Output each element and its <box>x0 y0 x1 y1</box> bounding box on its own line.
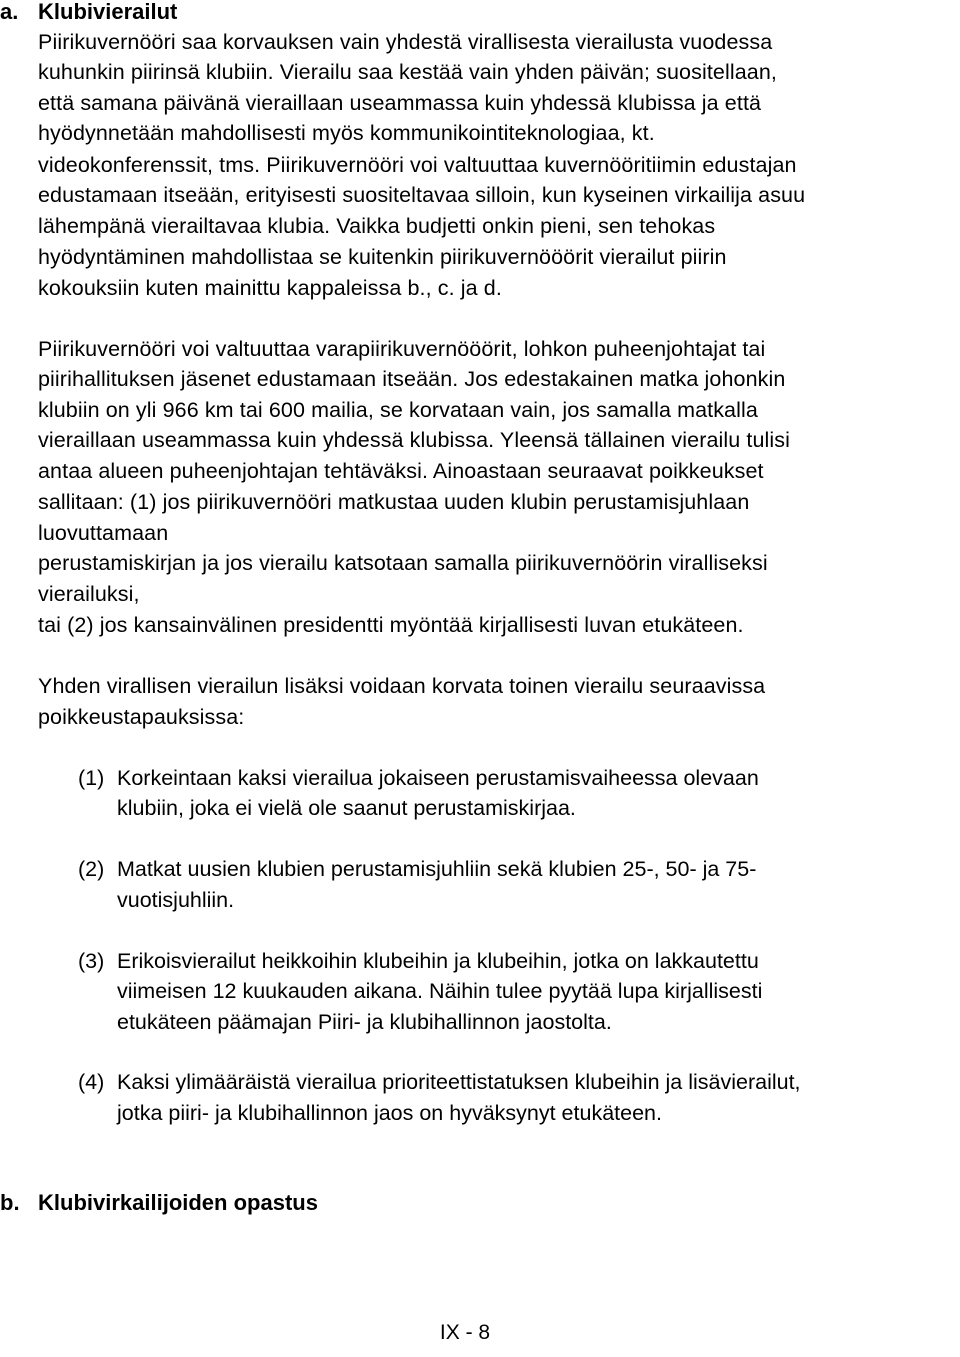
paragraph-line: videokonferenssit, tms. Piirikuvernööri voi valtuuttaa kuvernööritiimin edustajan <box>38 153 797 177</box>
list-item-line: etukäteen päämajan Piiri- ja klubihallinnon jaostolta. <box>117 1010 612 1034</box>
paragraph-line: hyödyntäminen mahdollistaa se kuitenkin piirikuvernööörit vierailut piirin <box>38 245 727 269</box>
paragraph-line: luovuttamaan <box>38 521 169 545</box>
paragraph-line: tai (2) jos kansainvälinen presidentti myöntää kirjallisesti luvan etukäteen. <box>38 613 744 637</box>
list-item-line: vuotisjuhliin. <box>117 888 235 912</box>
paragraph-line: klubiin on yli 966 km tai 600 mailia, se korvataan vain, jos samalla matkalla <box>38 398 758 422</box>
paragraph-line: piirihallituksen jäsenet edustamaan itseään. Jos edestakainen matka johonkin <box>38 367 786 391</box>
list-item-line: Matkat uusien klubien perustamisjuhliin sekä klubien 25-, 50- ja 75- <box>117 857 757 881</box>
paragraph-line: Piirikuvernööri saa korvauksen vain yhdestä virallisesta vierailusta vuodessa <box>38 30 773 54</box>
paragraph-line: vieraillaan useammassa kuin yhdessä klubissa. Yleensä tällainen vierailu tulisi <box>38 428 791 452</box>
list-item-line: Erikoisvierailut heikkoihin klubeihin ja klubeihin, jotka on lakkautettu <box>117 949 759 973</box>
paragraph-line: perustamiskirjan ja jos vierailu katsotaan samalla piirikuvernöörin viralliseksi <box>38 551 768 575</box>
list-item-line: viimeisen 12 kuukauden aikana. Näihin tulee pyytää lupa kirjallisesti <box>117 979 763 1003</box>
list-item-line: klubiin, joka ei vielä ole saanut perustamiskirjaa. <box>117 796 576 820</box>
section-b-letter: b. <box>0 1190 20 1215</box>
paragraph-line: hyödynnetään mahdollisesti myös kommunikointiteknologiaa, kt. <box>38 121 655 145</box>
section-b-title: Klubivirkailijoiden opastus <box>38 1190 318 1215</box>
list-item-line: Kaksi ylimääräistä vierailua prioriteettistatuksen klubeihin ja lisävierailut, <box>117 1070 801 1094</box>
paragraph-line: että samana päivänä vieraillaan useammassa kuin yhdessä klubissa ja että <box>38 91 762 115</box>
paragraph-line: poikkeustapauksissa: <box>38 705 245 729</box>
list-item-number: (1) <box>78 766 105 790</box>
list-item-number: (4) <box>78 1070 105 1094</box>
paragraph-line: kuhunkin piirinsä klubiin. Vierailu saa kestää vain yhden päivän; suositellaan, <box>38 60 777 84</box>
list-item-number: (3) <box>78 949 105 973</box>
list-item-line: jotka piiri- ja klubihallinnon jaos on hyväksynyt etukäteen. <box>117 1101 662 1125</box>
paragraph-line: edustamaan itseään, erityisesti suositeltavaa silloin, kun kyseinen virkailija asuu <box>38 183 806 207</box>
paragraph-line: kokouksiin kuten mainittu kappaleissa b., c. ja d. <box>38 276 502 300</box>
paragraph-line: Piirikuvernööri voi valtuuttaa varapiirikuvernööörit, lohkon puheenjohtajat tai <box>38 337 766 361</box>
paragraph-line: lähempänä vierailtavaa klubia. Vaikka budjetti onkin pieni, sen tehokas <box>38 214 716 238</box>
section-a-title: Klubivierailut <box>38 0 178 24</box>
paragraph-line: sallitaan: (1) jos piirikuvernööri matkustaa uuden klubin perustamisjuhlaan <box>38 490 750 514</box>
paragraph-line: antaa alueen puheenjohtajan tehtäväksi. Ainoastaan seuraavat poikkeukset <box>38 459 764 483</box>
list-item-line: Korkeintaan kaksi vierailua jokaiseen perustamisvaiheessa olevaan <box>117 766 759 790</box>
page-number: IX - 8 <box>439 1321 491 1344</box>
list-item-number: (2) <box>78 857 105 881</box>
section-a-letter: a. <box>0 0 19 24</box>
paragraph-line: Yhden virallisen vierailun lisäksi voidaan korvata toinen vierailu seuraavissa <box>38 674 766 698</box>
paragraph-line: vierailuksi, <box>38 582 140 606</box>
